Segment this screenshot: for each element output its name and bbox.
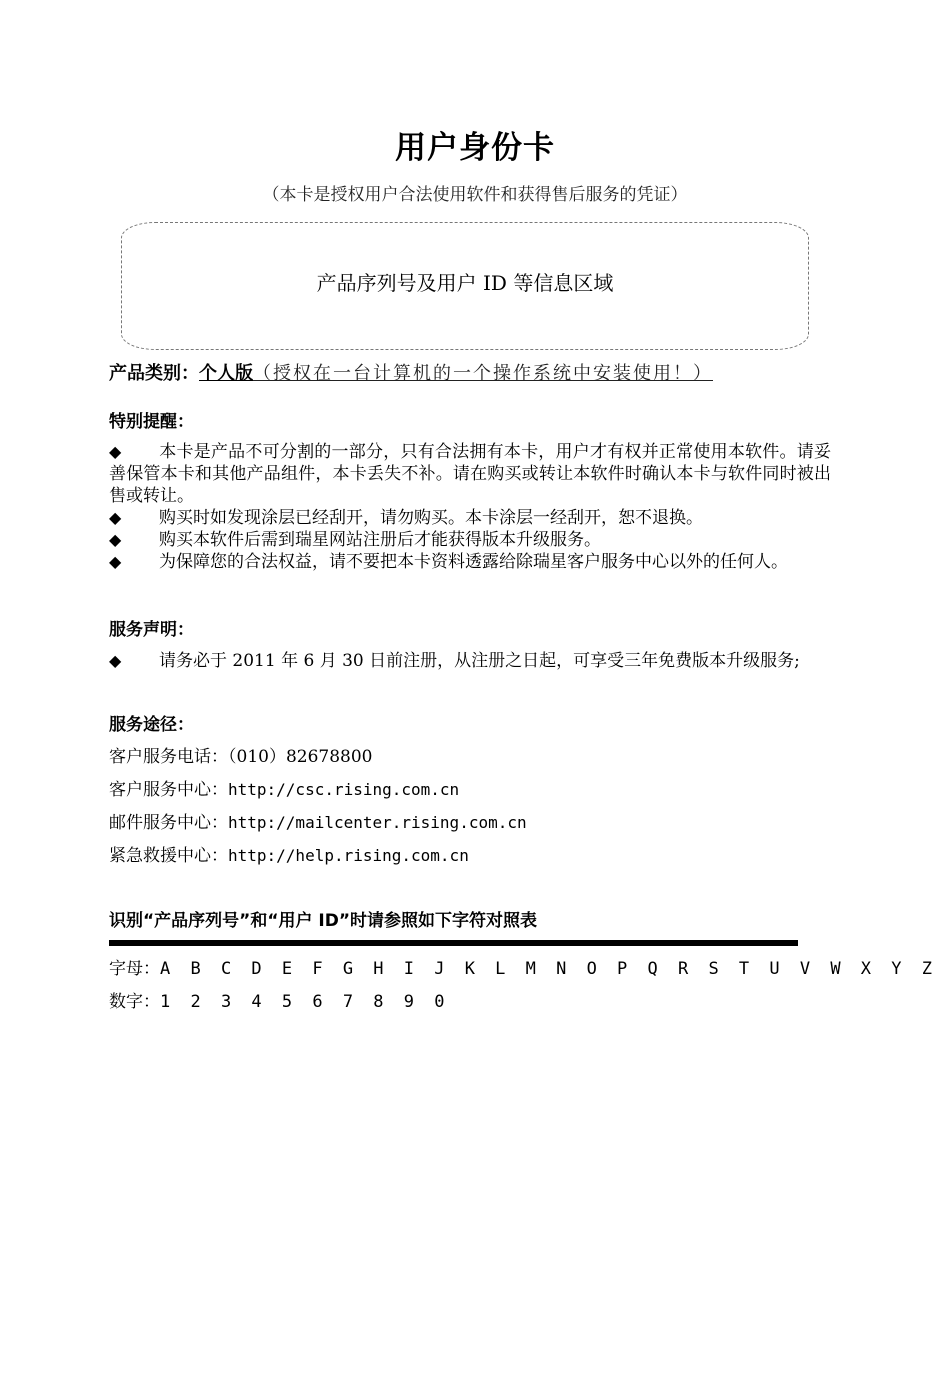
diamond-bullet-icon: ◆ <box>109 552 122 571</box>
statement-list <box>109 650 831 672</box>
digits-row <box>109 987 449 1012</box>
help-link[interactable]: http://help.rising.com.cn <box>228 846 469 865</box>
category-label: 产品类别： <box>109 363 199 384</box>
product-category <box>109 359 713 385</box>
category-note: （授权在一台计算机的一个操作系统中安装使用！） <box>253 363 713 384</box>
reminder-heading: 特别提醒： <box>109 412 194 432</box>
phone-value: （010）82678800 <box>228 747 373 767</box>
digits-chars: 1 2 3 4 5 6 7 8 9 0 <box>160 992 450 1012</box>
reminder-list <box>109 441 831 573</box>
category-value: 个人版 <box>199 363 253 384</box>
divider-rule <box>109 940 798 946</box>
list-item: ◆ 购买时如发现涂层已经刮开，请勿购买。本卡涂层一经刮开，恕不退换。 <box>109 508 703 528</box>
list-item: ◆ 为保障您的合法权益，请不要把本卡资料透露给除瑞星客户服务中心以外的任何人。 <box>109 552 788 572</box>
char-table-heading: 识别“产品序列号”和“用户 ID”时请参照如下字符对照表 <box>109 911 538 931</box>
letters-label: 字母： <box>109 959 160 979</box>
card-subtitle: （本卡是授权用户合法使用软件和获得售后服务的凭证） <box>262 185 688 205</box>
statement-heading: 服务声明： <box>109 620 194 640</box>
help-label: 紧急救援中心： <box>109 846 228 866</box>
mail-link[interactable]: http://mailcenter.rising.com.cn <box>228 813 527 832</box>
card-title: 用户身份卡 <box>395 130 555 166</box>
list-item: ◆ 请务必于 2011 年 6 月 30 日前注册，从注册之日起，可享受三年免费版本升级服务; <box>109 651 800 671</box>
mail-label: 邮件服务中心： <box>109 813 228 833</box>
list-item: ◆ 本卡是产品不可分割的一部分，只有合法拥有本卡，用户才有权并正常使用本软件。请妥善保管本卡和其他产品组件，本卡丢失不补。请在购买或转让本软件时确认本卡与软件同时被出售或转让。 <box>109 442 831 506</box>
phone-line <box>109 742 372 767</box>
diamond-bullet-icon: ◆ <box>109 508 122 527</box>
mail-line <box>109 808 527 833</box>
diamond-bullet-icon: ◆ <box>109 442 122 461</box>
channels-heading: 服务途径： <box>109 715 194 735</box>
serial-info-label: 产品序列号及用户 ID 等信息区域 <box>316 271 614 295</box>
csc-link[interactable]: http://csc.rising.com.cn <box>228 780 460 799</box>
letters-row <box>109 954 937 979</box>
diamond-bullet-icon: ◆ <box>109 530 122 549</box>
list-item: ◆ 购买本软件后需到瑞星网站注册后才能获得版本升级服务。 <box>109 530 601 550</box>
letters-chars: A B C D E F G H I J K L M N O P Q R S T U V W X Y Z <box>160 959 937 979</box>
diamond-bullet-icon: ◆ <box>109 651 122 670</box>
csc-line <box>109 775 459 800</box>
csc-label: 客户服务中心： <box>109 780 228 800</box>
digits-label: 数字： <box>109 992 160 1012</box>
serial-info-area <box>121 222 809 350</box>
phone-label: 客户服务电话： <box>109 747 228 767</box>
help-line <box>109 841 469 866</box>
